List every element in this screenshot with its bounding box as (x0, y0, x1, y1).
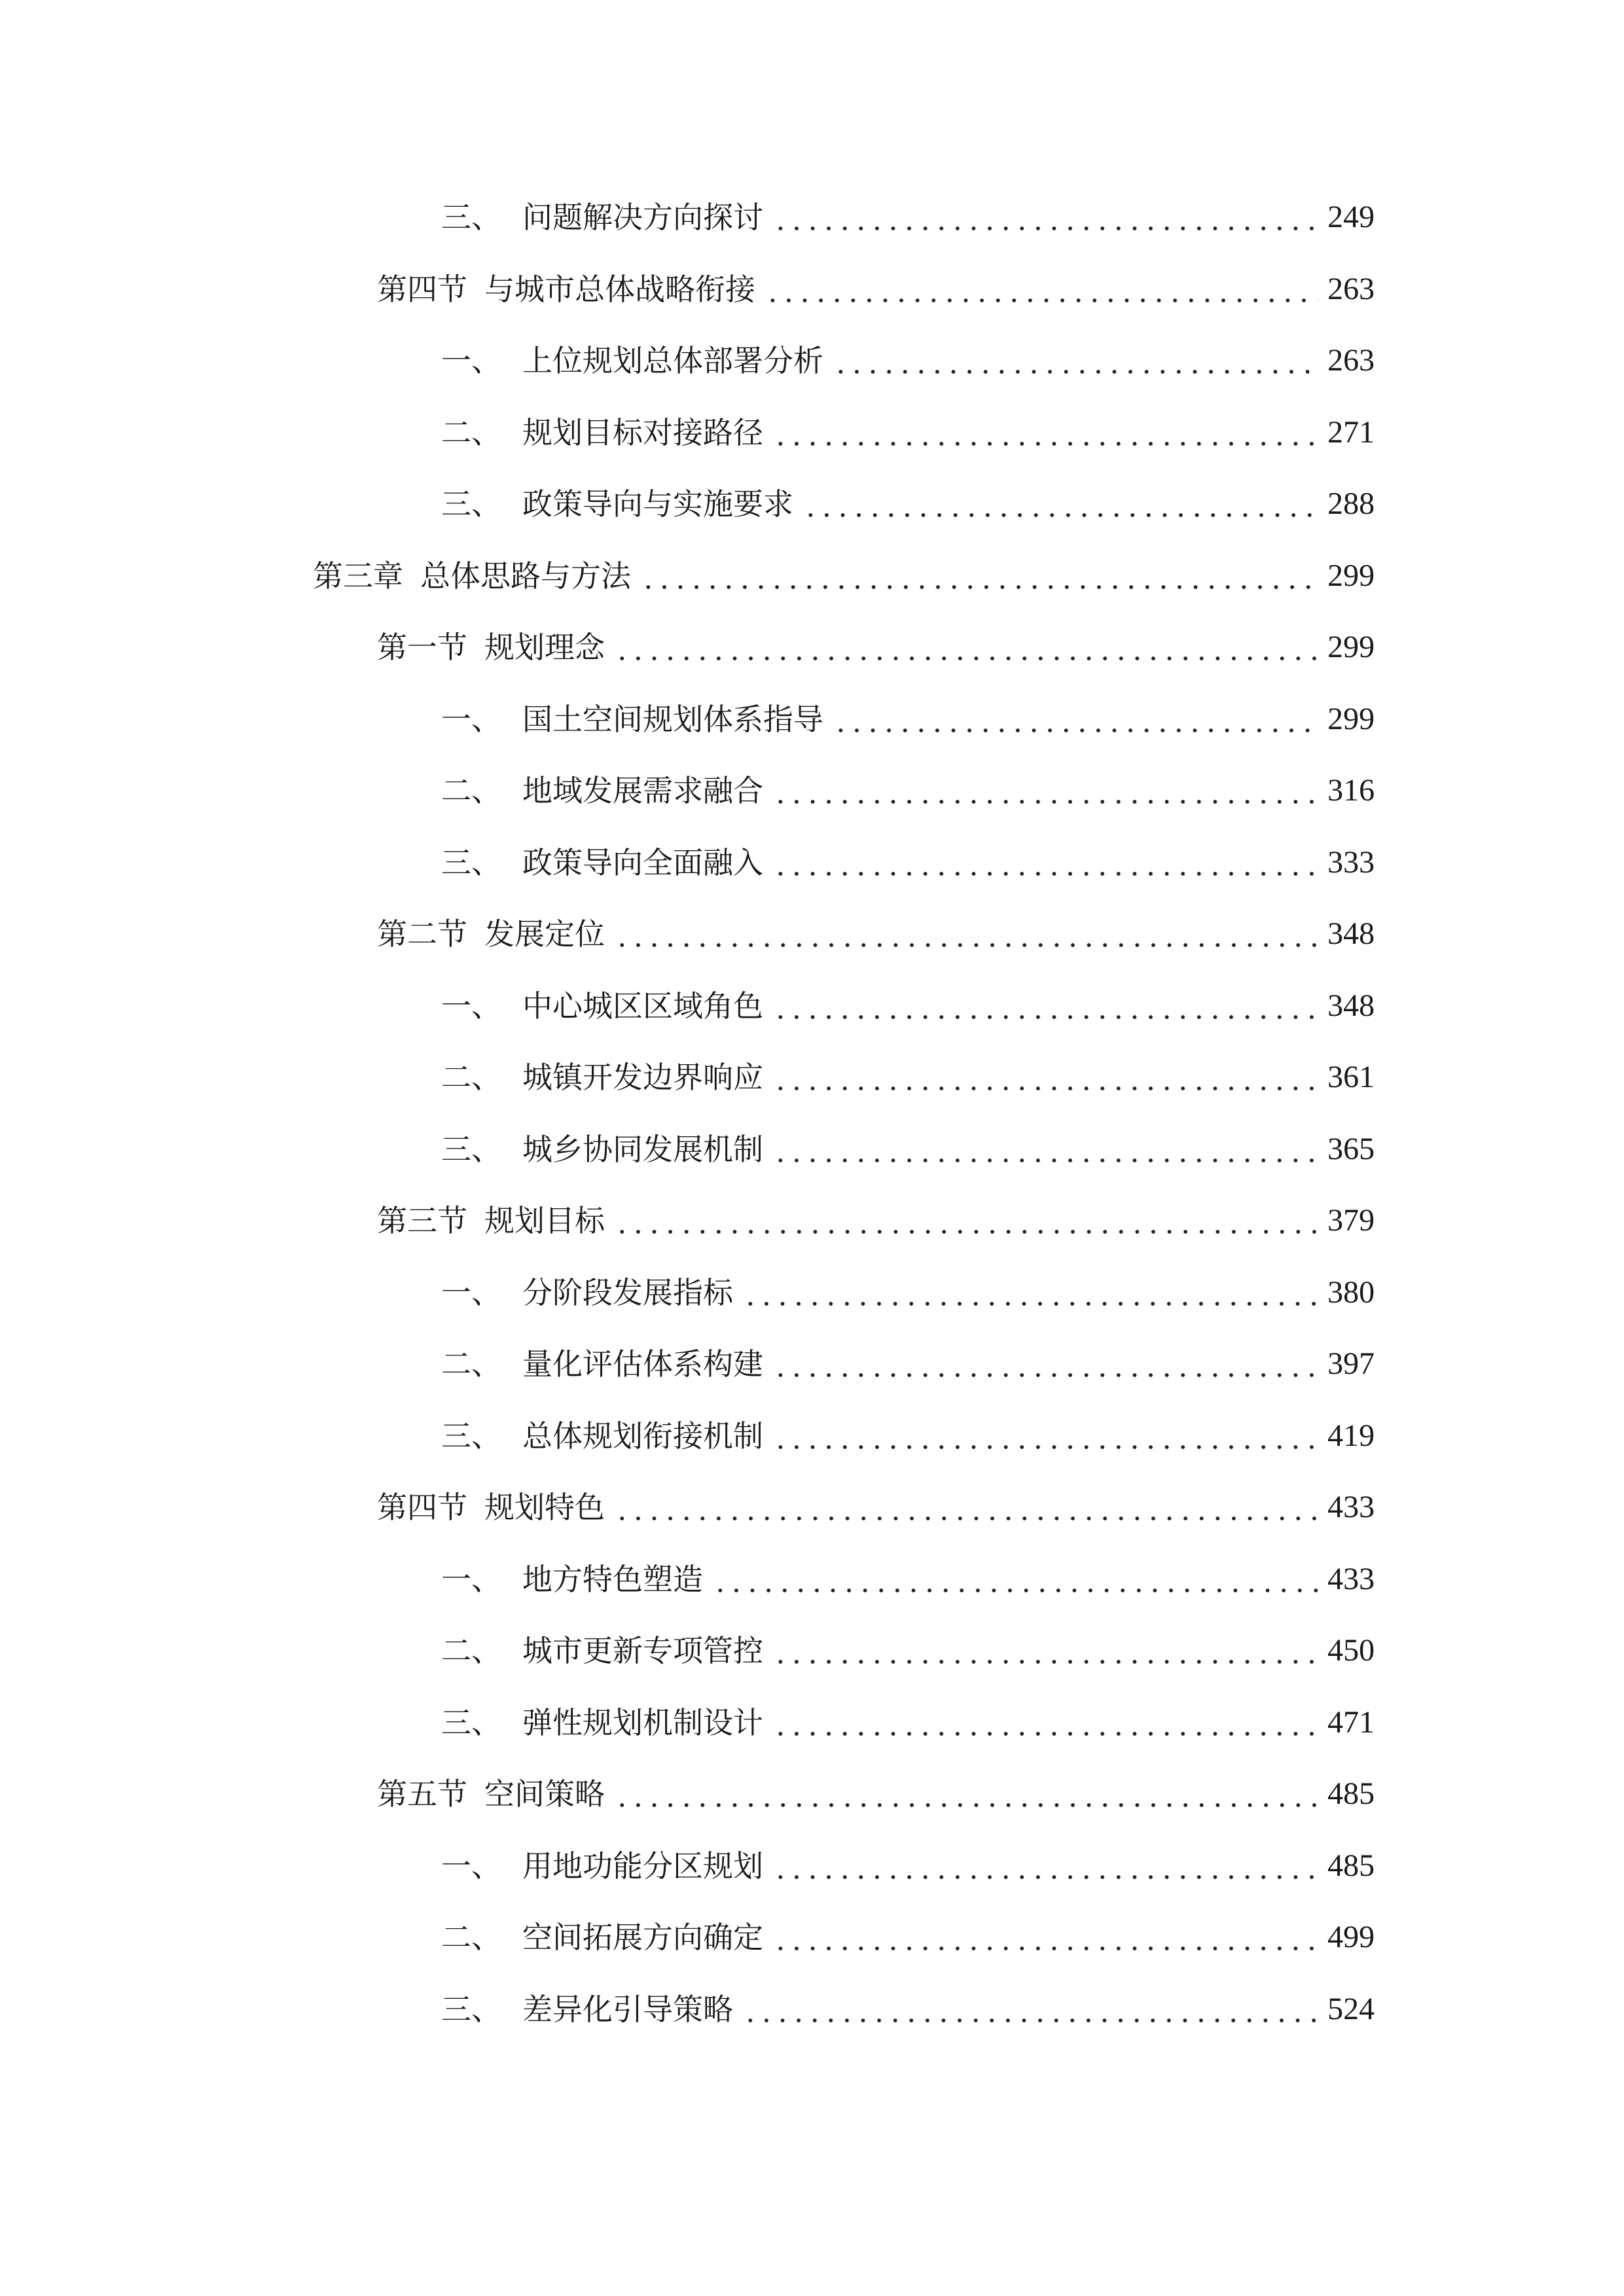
toc-entry-title: 规划特色 (484, 1490, 605, 1525)
toc-entry[interactable] (441, 836, 1375, 889)
toc-dot-leader (742, 1266, 1318, 1319)
toc-dot-leader (614, 1194, 1318, 1247)
toc-entry-number: 二、 (441, 1060, 501, 1095)
toc-dot-leader (772, 1410, 1318, 1462)
toc-entry[interactable] (441, 764, 1375, 817)
toc-dot-leader (772, 1051, 1318, 1103)
toc-entry[interactable] (377, 908, 1375, 960)
toc-entry-page-number: 379 (1327, 1203, 1375, 1238)
toc-entry[interactable] (441, 1624, 1375, 1677)
toc-entry[interactable] (441, 1911, 1375, 1964)
toc-entry-title: 总体规划衔接机制 (522, 1418, 763, 1454)
toc-dot-leader (772, 1123, 1318, 1175)
toc-entry-page-number: 333 (1327, 845, 1375, 880)
toc-dot-leader (614, 1768, 1318, 1820)
toc-entry[interactable] (441, 1696, 1375, 1749)
toc-dot-leader (772, 1696, 1318, 1749)
toc-entry-number: 二、 (441, 1346, 501, 1382)
toc-entry-number: 第四节 (377, 1490, 467, 1525)
toc-entry-number: 一、 (441, 1562, 501, 1597)
toc-entry[interactable] (441, 1338, 1375, 1390)
toc-dot-leader (772, 191, 1318, 243)
toc-entry-title: 量化评估体系构建 (522, 1346, 763, 1382)
toc-entry-title: 上位规划总体部署分析 (522, 343, 823, 378)
toc-entry-title: 地方特色塑造 (522, 1562, 703, 1597)
toc-entry-title: 城乡协同发展机制 (522, 1132, 763, 1167)
toc-entry-page-number: 397 (1327, 1346, 1375, 1381)
toc-entry-title: 规划理念 (484, 630, 605, 665)
toc-entry-number: 一、 (441, 343, 501, 378)
toc-entry-page-number: 380 (1327, 1275, 1375, 1310)
toc-entry-page-number: 433 (1327, 1490, 1375, 1524)
toc-entry-page-number: 499 (1327, 1920, 1375, 1954)
toc-dot-leader (772, 1911, 1318, 1964)
toc-entry-page-number: 299 (1327, 630, 1375, 664)
toc-entry-page-number: 299 (1327, 558, 1375, 593)
toc-entry[interactable] (441, 1266, 1375, 1319)
toc-entry-number: 一、 (441, 988, 501, 1024)
toc-entry[interactable] (441, 478, 1375, 530)
toc-entry-number: 第二节 (377, 916, 467, 952)
toc-entry[interactable] (377, 1194, 1375, 1247)
toc-entry[interactable] (441, 1553, 1375, 1605)
toc-entry-page-number: 450 (1327, 1633, 1375, 1668)
toc-entry-title: 总体思路与方法 (420, 558, 631, 594)
toc-entry-number: 一、 (441, 1848, 501, 1884)
toc-entry-title: 国土空间规划体系指导 (522, 702, 823, 737)
toc-entry[interactable] (441, 191, 1375, 243)
toc-entry-title: 政策导向与实施要求 (522, 486, 793, 522)
toc-entry-page-number: 263 (1327, 343, 1375, 378)
toc-entry-number: 二、 (441, 415, 501, 450)
toc-entry-page-number: 271 (1327, 415, 1375, 450)
toc-entry-title: 规划目标对接路径 (522, 415, 763, 450)
toc-dot-leader (640, 550, 1318, 602)
toc-entry-number: 三、 (441, 1992, 501, 2027)
toc-entry-page-number: 485 (1327, 1848, 1375, 1883)
toc-entry-title: 城镇开发边界响应 (522, 1060, 763, 1095)
toc-entry-number: 三、 (441, 1418, 501, 1454)
toc-entry-page-number: 485 (1327, 1776, 1375, 1811)
toc-entry-title: 城市更新专项管控 (522, 1633, 763, 1668)
toc-entry-page-number: 249 (1327, 200, 1375, 234)
toc-entry-page-number: 471 (1327, 1705, 1375, 1740)
toc-entry-title: 空间策略 (484, 1776, 605, 1812)
toc-entry-title: 空间拓展方向确定 (522, 1920, 763, 1955)
toc-entry[interactable] (377, 1481, 1375, 1534)
toc-entry-number: 三、 (441, 200, 501, 235)
toc-entry-number: 第四节 (377, 272, 467, 307)
toc-entry-number: 第三章 (313, 558, 403, 594)
toc-entry-number: 第一节 (377, 630, 467, 665)
toc-entry-title: 用地功能分区规划 (522, 1848, 763, 1884)
toc-dot-leader (742, 1983, 1318, 2036)
toc-entry[interactable] (441, 1840, 1375, 1892)
toc-entry-title: 问题解决方向探讨 (522, 200, 763, 235)
toc-entry[interactable] (441, 406, 1375, 459)
toc-entry[interactable] (377, 1768, 1375, 1820)
toc-entry-page-number: 348 (1327, 916, 1375, 951)
toc-entry-page-number: 361 (1327, 1060, 1375, 1094)
toc-dot-leader (614, 621, 1318, 673)
toc-entry-title: 差异化引导策略 (522, 1992, 733, 2027)
toc-dot-leader (614, 908, 1318, 960)
toc-entry-number: 一、 (441, 702, 501, 737)
toc-dot-leader (712, 1553, 1318, 1605)
toc-entry-page-number: 524 (1327, 1992, 1375, 2026)
toc-entry-title: 地域发展需求融合 (522, 773, 763, 808)
toc-entry[interactable] (377, 621, 1375, 673)
toc-entry-title: 政策导向全面融入 (522, 845, 763, 880)
toc-entry-title: 弹性规划机制设计 (522, 1705, 763, 1740)
toc-entry-page-number: 299 (1327, 702, 1375, 736)
toc-dot-leader (772, 836, 1318, 889)
toc-dot-leader (765, 263, 1318, 315)
toc-entry-page-number: 288 (1327, 486, 1375, 521)
toc-entry-number: 二、 (441, 1633, 501, 1668)
toc-entry[interactable] (441, 980, 1375, 1032)
toc-entry-page-number: 433 (1327, 1562, 1375, 1596)
toc-entry[interactable] (441, 1051, 1375, 1103)
toc-dot-leader (772, 1624, 1318, 1677)
toc-entry-number: 三、 (441, 845, 501, 880)
toc-entry[interactable] (441, 1983, 1375, 2036)
toc-entry-page-number: 348 (1327, 988, 1375, 1023)
toc-entry-page-number: 263 (1327, 272, 1375, 306)
toc-entry[interactable] (377, 263, 1375, 315)
toc-entry-page-number: 316 (1327, 773, 1375, 808)
toc-dot-leader (772, 1840, 1318, 1892)
toc-dot-leader (833, 693, 1318, 745)
toc-entry[interactable] (441, 1410, 1375, 1462)
toc-entry-title: 发展定位 (484, 916, 605, 952)
toc-entry-page-number: 365 (1327, 1132, 1375, 1166)
toc-dot-leader (803, 478, 1318, 530)
toc-entry-title: 中心城区区域角色 (522, 988, 763, 1024)
toc-entry-number: 三、 (441, 1132, 501, 1167)
toc-entry[interactable] (441, 693, 1375, 745)
toc-dot-leader (772, 764, 1318, 817)
toc-entry-number: 第五节 (377, 1776, 467, 1812)
toc-entry-title: 分阶段发展指标 (522, 1275, 733, 1310)
toc-dot-leader (772, 980, 1318, 1032)
toc-entry-title: 规划目标 (484, 1203, 605, 1238)
toc-entry-page-number: 419 (1327, 1418, 1375, 1453)
toc-entry-title: 与城市总体战略衔接 (484, 272, 755, 307)
toc-entry-number: 三、 (441, 486, 501, 522)
toc-entry[interactable] (441, 334, 1375, 387)
toc-dot-leader (772, 1338, 1318, 1390)
toc-dot-leader (614, 1481, 1318, 1534)
toc-entry-number: 二、 (441, 773, 501, 808)
toc-dot-leader (833, 334, 1318, 387)
toc-entry[interactable] (313, 550, 1375, 602)
toc-entry-number: 第三节 (377, 1203, 467, 1238)
toc-entry[interactable] (441, 1123, 1375, 1175)
toc-entry-number: 三、 (441, 1705, 501, 1740)
toc-dot-leader (772, 406, 1318, 459)
toc-entry-number: 一、 (441, 1275, 501, 1310)
toc-entry-number: 二、 (441, 1920, 501, 1955)
